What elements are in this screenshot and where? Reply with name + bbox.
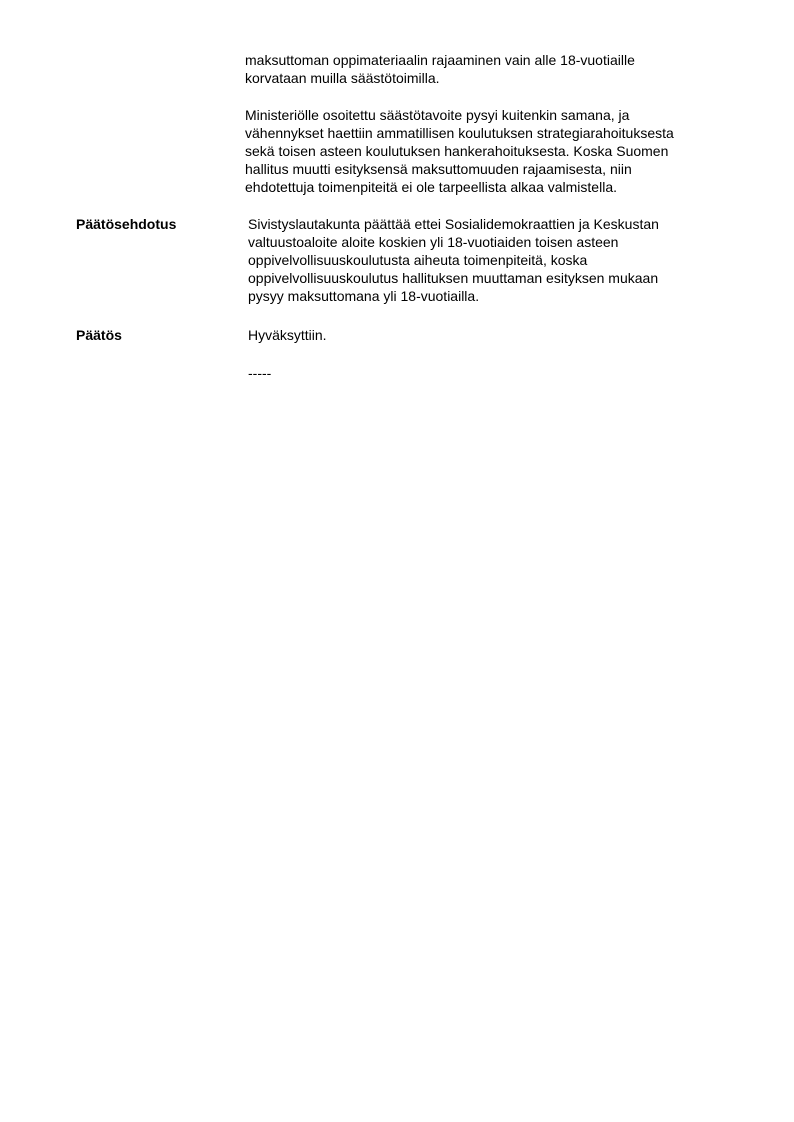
text-line: Ministeriölle osoitettu säästötavoite pysyi kuitenkin samana, ja [245, 107, 630, 123]
text-line: vähennykset haettiin ammatillisen koulutuksen strategiarahoituksesta [245, 125, 674, 141]
text-line: korvataan muilla säästötoimilla. [245, 70, 440, 86]
text-line: hallitus muutti esityksensä maksuttomuuden rajaamisesta, niin [245, 161, 632, 177]
text-line: valtuustoaloite aloite koskien yli 18-vuotiaiden toisen asteen [248, 234, 619, 250]
text-line: ehdotettuja toimenpiteitä ei ole tarpeellista alkaa valmistella. [245, 179, 617, 195]
intro-paragraph [245, 51, 635, 87]
text-line: Hyväksyttiin. [248, 327, 327, 343]
decision-text [248, 326, 327, 344]
ministry-paragraph [245, 106, 674, 196]
decision-label: Päätös [76, 327, 122, 343]
text-line: pysyy maksuttomana yli 18-vuotiailla. [248, 288, 480, 304]
separator-line [248, 364, 271, 382]
proposal-paragraph [248, 215, 659, 305]
text-line: oppivelvollisuuskoulutus hallituksen muuttaman esityksen mukaan [248, 270, 659, 286]
proposal-label: Päätösehdotus [76, 216, 177, 232]
text-line: Sivistyslautakunta päättää ettei Sosialidemokraattien ja Keskustan [248, 216, 659, 232]
text-line: maksuttoman oppimateriaalin rajaaminen vain alle 18-vuotiaille [245, 52, 635, 68]
separator-text: ----- [248, 365, 272, 381]
text-line: sekä toisen asteen koulutuksen hankerahoituksesta. Koska Suomen [245, 143, 669, 159]
text-line: oppivelvollisuuskoulutusta aiheuta toimenpiteitä, koska [248, 252, 588, 268]
